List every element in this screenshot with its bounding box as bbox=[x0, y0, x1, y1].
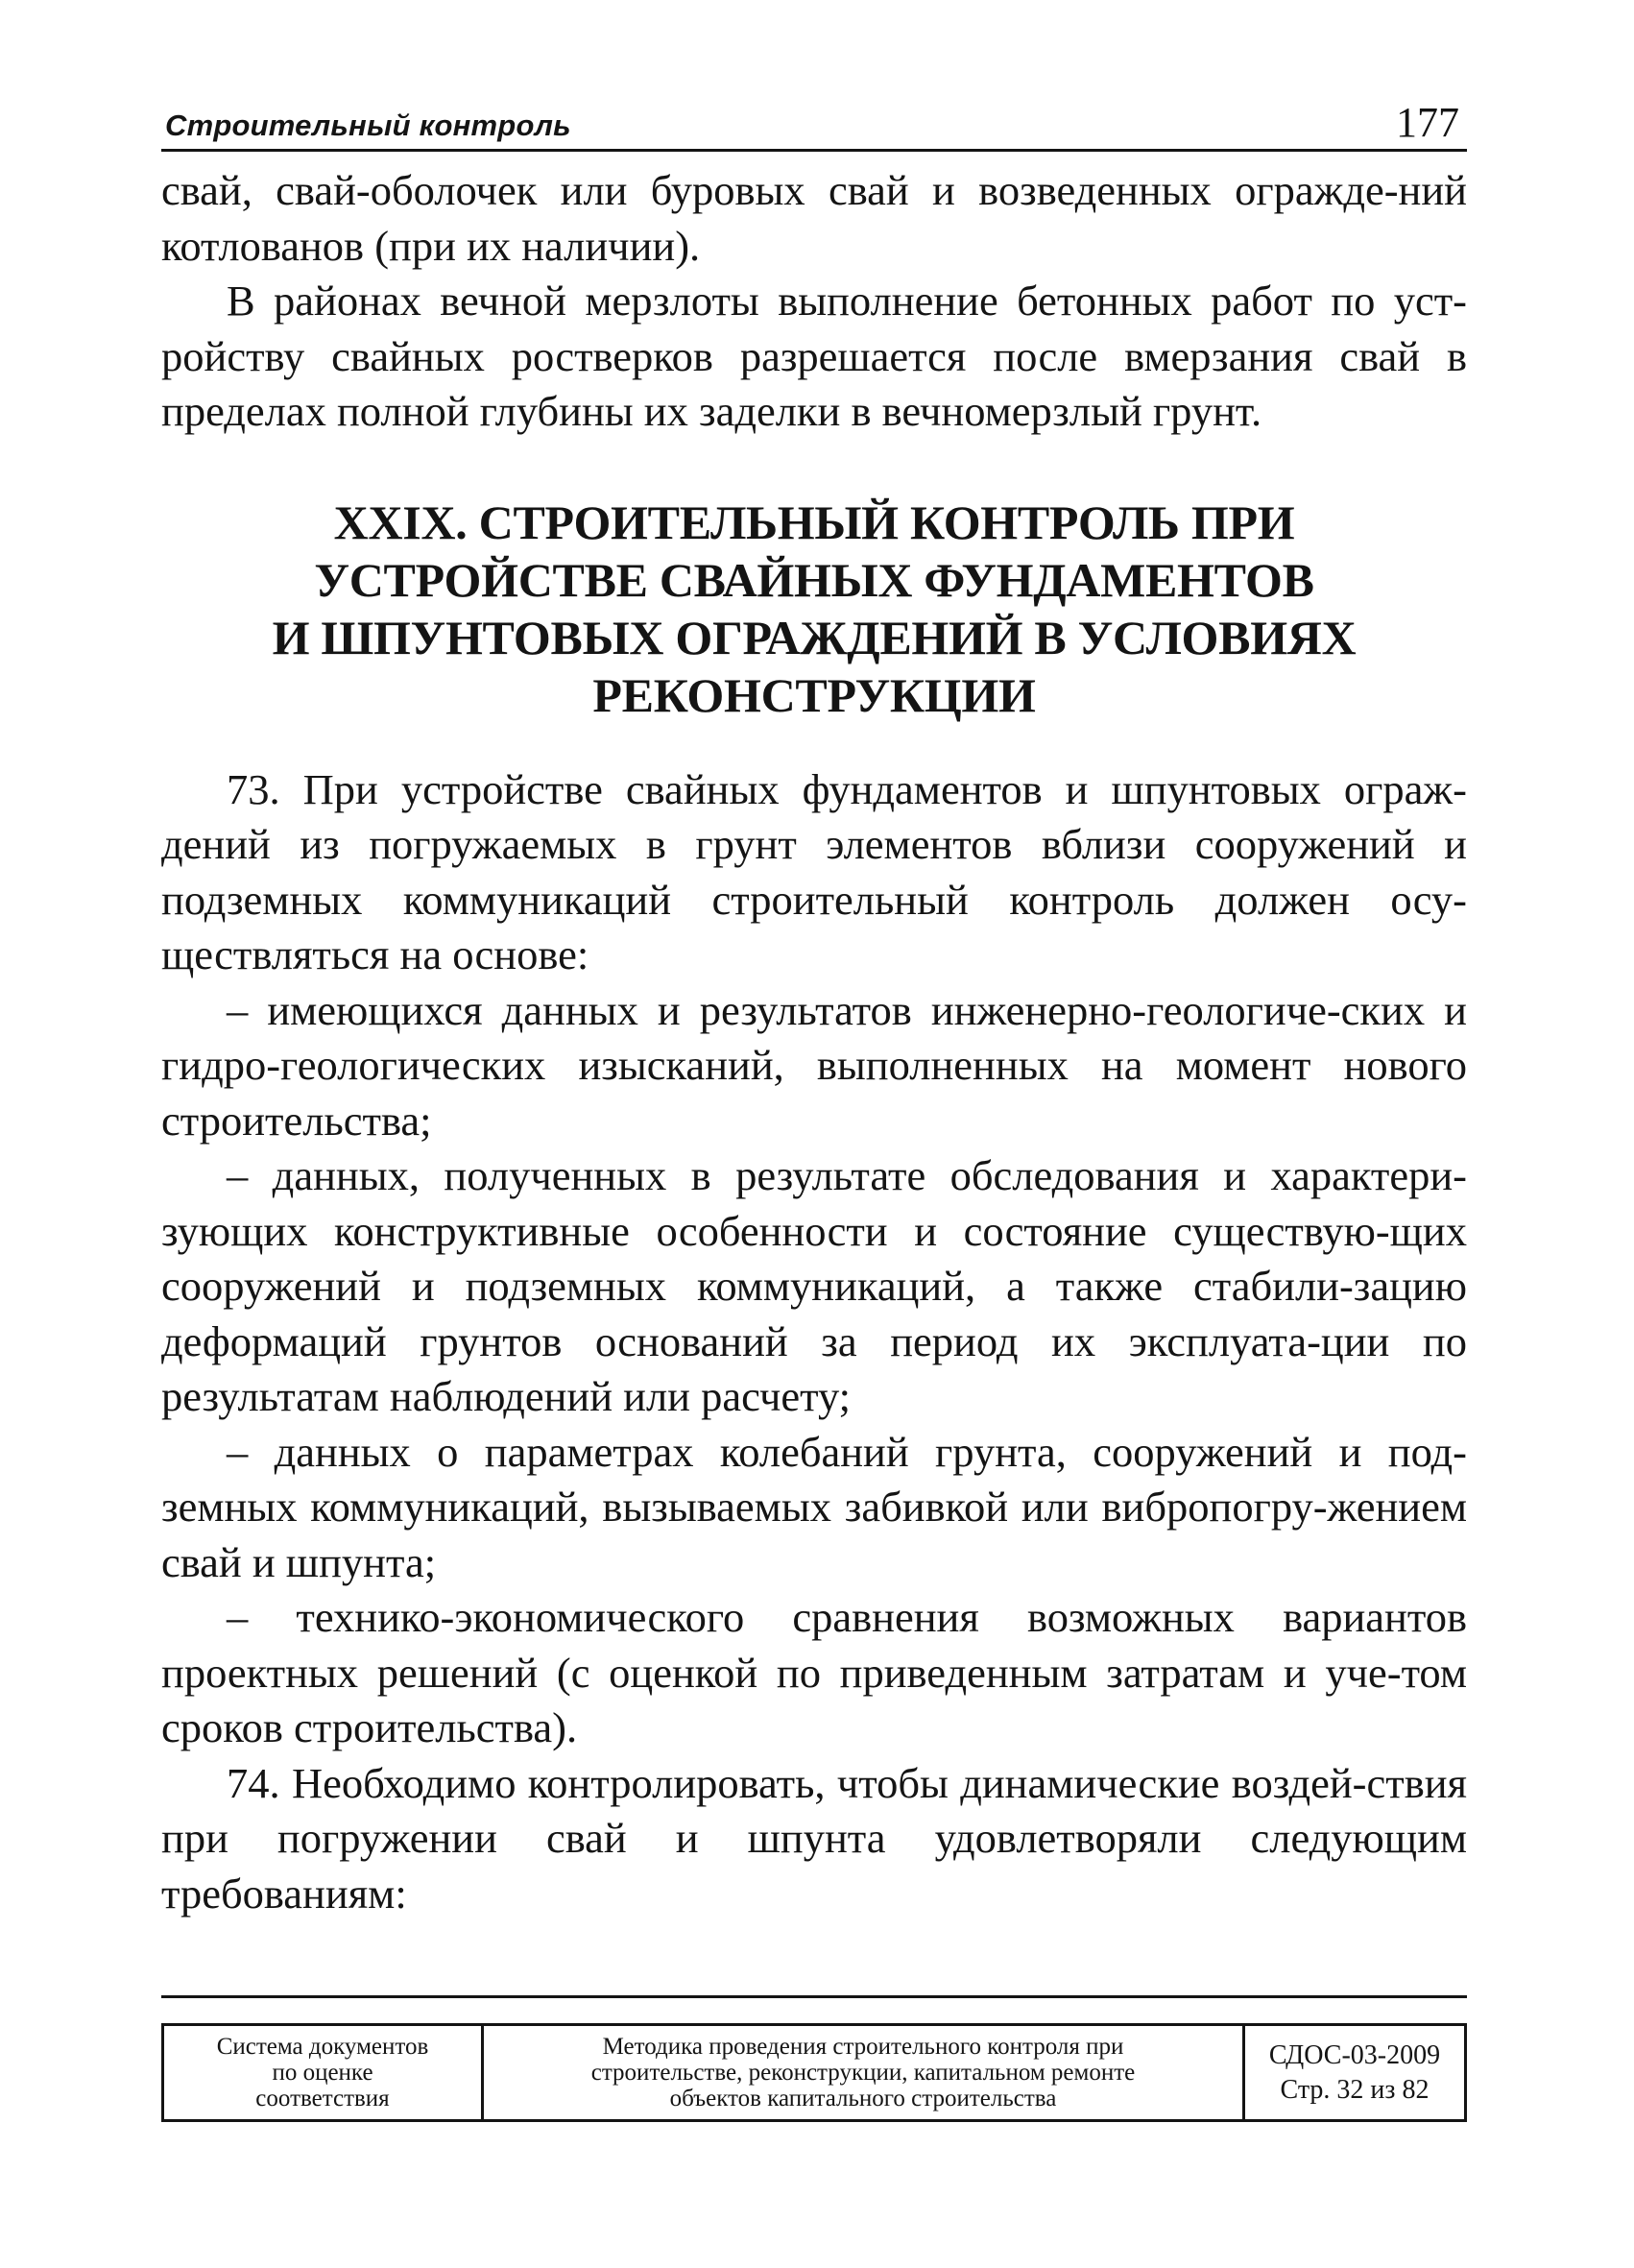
footer-system-cell bbox=[163, 2025, 483, 2121]
footer-method-line: объектов капитального строительства bbox=[669, 2086, 1057, 2111]
paragraph-continued: свай, свай-оболочек или буровых свай и возведенных огражде-ний котлованов (при их наличии). bbox=[161, 166, 1467, 270]
footer-method-line: строительстве, реконструкции, капитальном ремонте bbox=[590, 2060, 1136, 2086]
list-item-surveys: – имеющихся данных и результатов инженерно-геологиче-ских и гидро-геологических изысканий, выполненных на момент нового строительства; bbox=[161, 985, 1467, 1145]
footer-method-cell bbox=[483, 2025, 1244, 2121]
section-heading bbox=[161, 494, 1467, 724]
footer-table bbox=[161, 2023, 1467, 2122]
document-body bbox=[161, 152, 1467, 1921]
footer-divider bbox=[161, 1995, 1467, 1998]
document-footer bbox=[161, 1995, 1467, 2122]
list-item-vibration-data: – данных о параметрах колебаний грунта, сооружений и под-земных коммуникаций, вызываемых забивкой или вибропогру-жением свай и шпунта; bbox=[161, 1427, 1467, 1586]
paragraph-item-73: 73. При устройстве свайных фундаментов и шпунтовых ограж-дений из погружаемых в грунт элементов вблизи сооружений и подземных коммуникаций строительный контроль должен осу-ществляться на основе: bbox=[161, 764, 1467, 978]
footer-row bbox=[163, 2025, 1466, 2121]
running-header-title: Строительный контроль bbox=[165, 109, 571, 142]
page-number: 177 bbox=[1396, 99, 1459, 146]
document-page bbox=[161, 91, 1467, 1921]
section-heading-line: РЕКОНСТРУКЦИИ bbox=[592, 667, 1036, 722]
section-heading-line: XXIX. СТРОИТЕЛЬНЫЙ КОНТРОЛЬ ПРИ bbox=[333, 495, 1295, 549]
list-item-comparison: – технико-экономического сравнения возможных вариантов проектных решений (с оценкой по приведенным затратам и уче-том сроков строительства). bbox=[161, 1593, 1467, 1751]
footer-method-line: Методика проведения строительного контроля при bbox=[602, 2034, 1124, 2060]
footer-page-info: Стр. 32 из 82 bbox=[1280, 2074, 1430, 2105]
footer-code-cell bbox=[1244, 2025, 1466, 2121]
section-heading-line: УСТРОЙСТВЕ СВАЙНЫХ ФУНДАМЕНТОВ bbox=[314, 552, 1314, 607]
footer-system-line: соответствия bbox=[255, 2086, 390, 2111]
list-item-inspection-data: – данных, полученных в результате обследования и характери-зующих конструктивные особенности и состояние существую-щих сооружений и подземных коммуникаций, а также стабили-зацию деформаций грунтов оснований за период их эксплуата-ции по результатам наблюдений или расчету; bbox=[161, 1151, 1467, 1420]
footer-doc-code: СДОС-03-2009 bbox=[1268, 2039, 1441, 2070]
footer-system-line: по оценке bbox=[272, 2060, 373, 2086]
paragraph-item-74: 74. Необходимо контролировать, чтобы динамические воздей-ствия при погружении свай и шпунта удовлетворяли следующим требованиям: bbox=[161, 1758, 1467, 1918]
footer-system-line: Система документов bbox=[216, 2034, 429, 2060]
paragraph-permafrost: В районах вечной мерзлоты выполнение бетонных работ по уст-ройству свайных ростверков разрешается после вмерзания свай в пределах полной глубины их заделки в вечномерзлый грунт. bbox=[161, 277, 1467, 435]
section-heading-line: И ШПУНТОВЫХ ОГРАЖДЕНИЙ В УСЛОВИЯХ bbox=[272, 610, 1357, 664]
running-header bbox=[161, 91, 1467, 152]
